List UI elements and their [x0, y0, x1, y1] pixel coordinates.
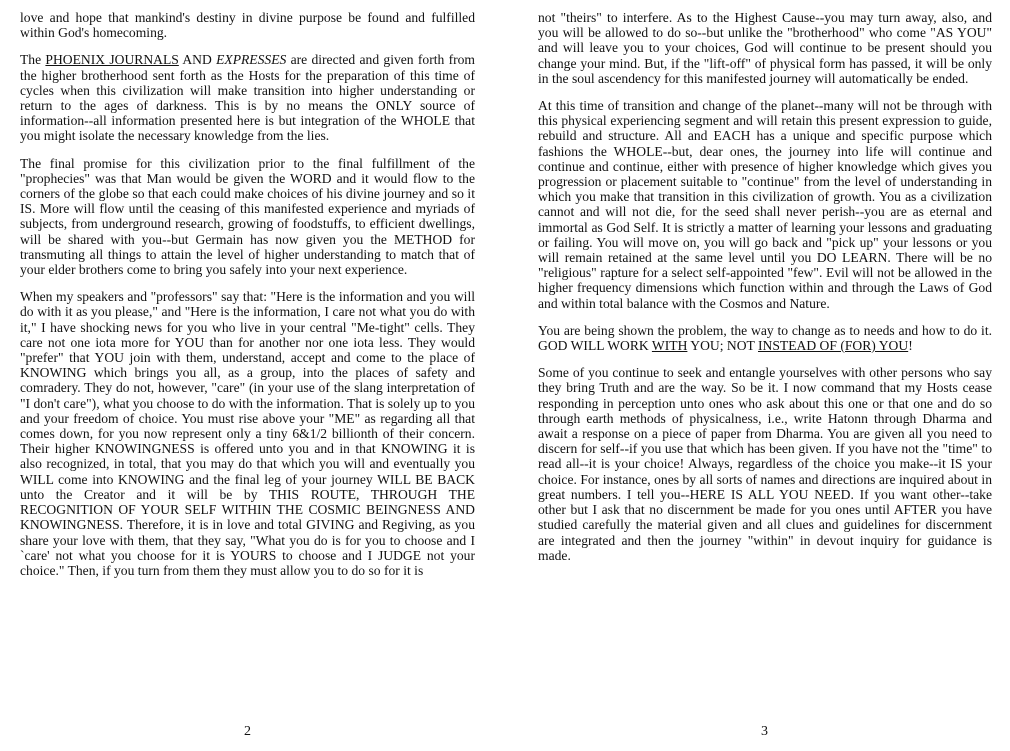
right-paragraph-2: At this time of transition and change of the planet--many will not be through with this physical experiencing segment and will retain this present expression to guide, rebuild and structure. All and EACH has a unique and specific purpose which fashions the WHOLE--but, dear ones, the journey into life will continue and continue and continue, either with presence of higher knowledge which gives you progression or placement suitable to "continue" from the level of understanding in which you make that transition in this civilization of growth. You as a civilization cannot and will not die, for the seed shall never perish--you are as eternal and immortal as God Self. It is strictly a matter of learning your lessons and graduating or failing. You will move on, you will go back and "pick up" your lessons or you will remain retained at the same level until you DO LEARN. There will be no "religious" rapture for a select self-appointed "few". Evil will not be allowed in the higher frequency dimensions which function within and through the Laws of God and within total balance with the Cosmos and Nature. — [538, 98, 992, 311]
left-p2-lead: The — [20, 52, 46, 68]
right-page — [538, 10, 992, 575]
right-paragraph-4: Some of you continue to seek and entangle yourselves with other persons who say they bring Truth and are the way. So be it. I now command that my Hosts cease responding in perception unto ones who ask about this one or that one and do so through earth methods of physicalness, i.e., write Hatonn through Dharma and await a response on a piece of paper from Dharma. You are given all you need to discern for self--if you use that which has been given. If you have not the "time" to read all--it is your choice! Always, regardless of the choice you make--it IS your choice. For instance, ones by all sorts of names and directions are inquired about in great numbers. I tell you--HERE IS ALL YOU NEED. If you want other--take other but I ask that no discernment be made for you ones until AFTER you have studied carefully the material given and all clues and guidelines for discernment are integrated and then the journey "within" in devout inquiry for guidance is made. — [538, 365, 992, 563]
page-number-left: 2 — [244, 724, 251, 739]
instead-of-underlined: INSTEAD OF (FOR) YOU — [758, 338, 909, 354]
expresses-title: EXPRESSES — [216, 52, 287, 68]
right-p3-end: ! — [908, 338, 913, 354]
right-p3-lead: You are being shown the problem, the way to change as to needs and how to do it. GOD WILL WORK — [538, 322, 992, 354]
left-paragraph-4: When my speakers and "professors" say that: "Here is the information and you will do with it as you please," and "Here is the information, I care not what you do with it," I have shocking news for you who live in your central "Me-tight" cells. They care not one iota more for YOU than for another nor one iota less. They would "prefer" that YOU join with them, understand, accept and come to the place of KNOWING which brings you all, as a group, into the places of safety and comradery. They do not, however, "care" (in your use of the slang interpretation of "I don't care"), what you choose to do with the information. That is solely up to you and your freedom of choice. You must rise above your "ME" as regarding all that comes down, for you now represent only a tiny 6&1/2 billionth of their concern. Their higher KNOWINGNESS is offered unto you and in that KNOWING it is also recognized, in total, that you may do that which you will and eventually you WILL come into KNOWING and the final leg of your journey WILL BE BACK unto the Creator and it will be by THIS ROUTE, THROUGH THE RECOGNITION OF YOUR SELF WITHIN THE COSMIC BEINGNESS AND KNOWINGNESS. Therefore, it is in love and total GIVING and Regiving, as you share your love with them, that they say, "What you do is for you to choose and I `care' not what you choose for it is YOURS to choose and I JUDGE not your choice." Then, if you turn from them they must allow you to do so for it is — [20, 289, 476, 578]
left-p2-body: are directed and given forth from the higher brotherhood sent forth as the Hosts for the preparation of this time of cycles when this civilization will make transition into higher understanding or return to the ages of darkness. This is by no means the ONLY source of information--all information presented here is but integration of the WHOLE that you might isolate the necessary knowledge from the lies. — [20, 52, 475, 144]
phoenix-journals-title: PHOENIX JOURNALS — [45, 52, 179, 68]
left-page — [20, 10, 475, 590]
with-underlined: WITH — [651, 338, 688, 354]
left-paragraph-2 — [20, 52, 475, 143]
left-paragraph-3: The final promise for this civilization prior to the final fulfillment of the "prophecies" was that Man would be given the WORD and it would flow to the corners of the globe so that each could make choices of his divine journey and so it IS. More will flow until the ceasing of this manifested experience and myriads of subjects, from underground research, growing of foodstuffs, to efficient dwellings, will be shared with you--but Germain has now given you the METHOD for transmuting all things to attain the level of higher understanding to match that of your elder brothers come to bring you safely into your next experience. — [20, 155, 475, 278]
left-paragraph-1: love and hope that mankind's destiny in divine purpose be found and fulfilled within God's homecoming. — [20, 10, 475, 41]
right-p3-mid: YOU; NOT — [687, 338, 759, 354]
page-number-right: 3 — [761, 724, 768, 739]
left-p2-and: AND — [178, 52, 217, 68]
right-paragraph-3 — [538, 323, 992, 353]
right-paragraph-1: not "theirs" to interfere. As to the Highest Cause--you may turn away, also, and you will be allowed to do so--but unlike the "brotherhood" who come "AS YOU" and will leave you to your choices, God will continue to be present should you change your mind. But, if the "lift-off" of physical form has passed, it will be only in the soul ascendency for this manifested journey will automatically be ended. — [538, 10, 992, 86]
